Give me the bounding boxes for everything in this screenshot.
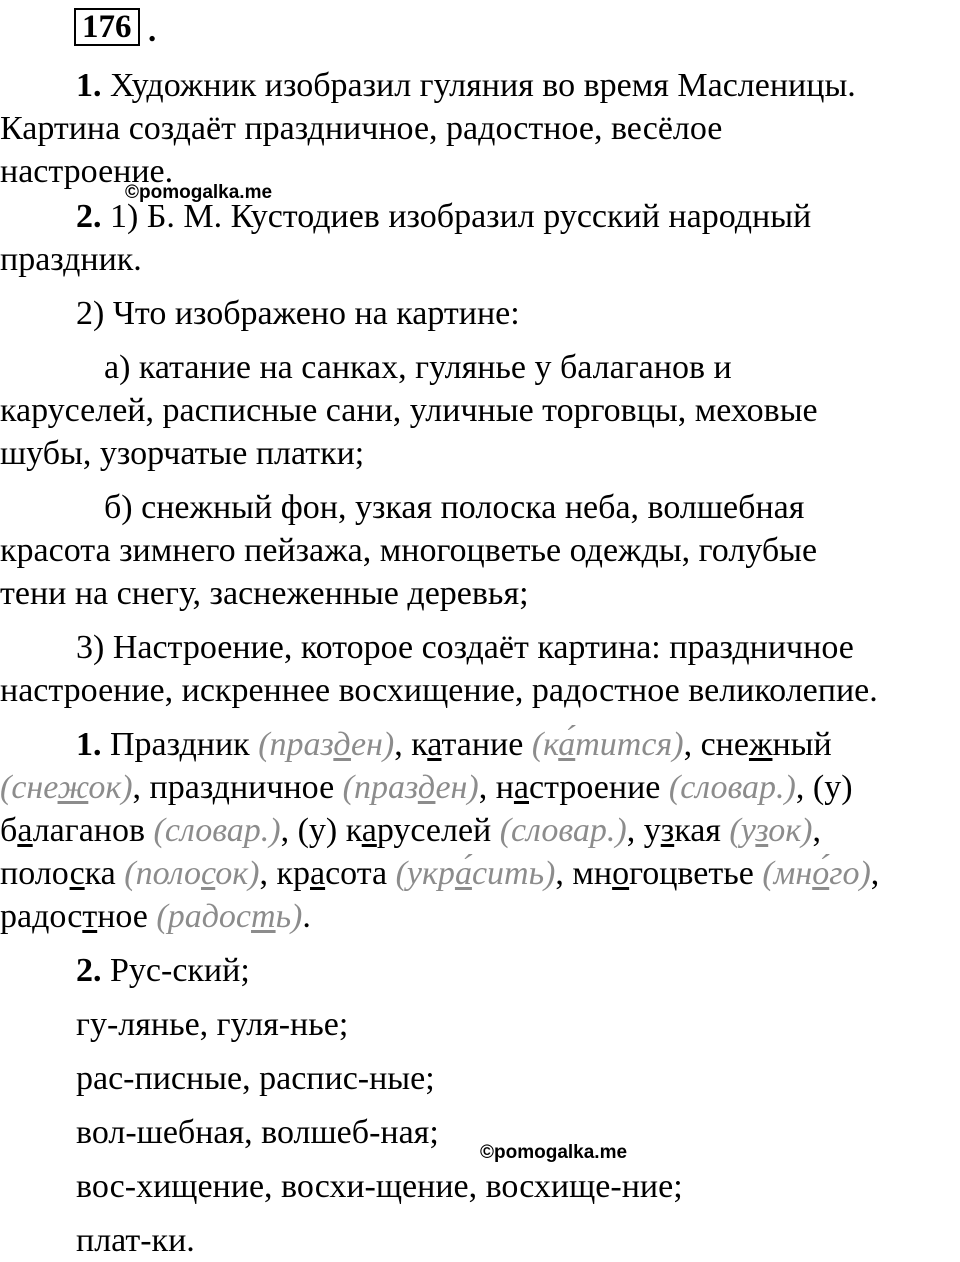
spelling-letter: т (82, 898, 98, 935)
word-part: руселей (376, 812, 500, 849)
spelling-line-1 (76, 723, 832, 766)
task2-b-line-3: тени на снегу, заснеженные деревья; (0, 575, 529, 612)
separator: , (555, 855, 573, 892)
spelling-word (411, 726, 532, 763)
task2-text-1: 1) Б. М. Кустодиев изобразил русский народный (110, 198, 812, 235)
task1-text-1: Художник изобразил гуляния во время Масленицы. (110, 67, 856, 104)
spelling-letter: о (612, 855, 630, 892)
hyphenation-number: 2. (76, 952, 102, 989)
hint-part: (сне (0, 769, 58, 806)
word-part: ный (772, 726, 832, 763)
spelling-letter: з (660, 812, 675, 849)
hint-letter: о́ (812, 855, 830, 892)
word-part: мн (572, 855, 613, 892)
spelling-word (346, 812, 500, 849)
spelling-words-1 (110, 726, 832, 763)
word-part: гоцветье (629, 855, 763, 892)
hyphenation-line-5: вос-хищение, восхи-щение, восхище-ние; (76, 1168, 683, 1205)
check-word (669, 769, 796, 806)
check-word (0, 769, 133, 806)
task2-line-2: праздник. (0, 241, 142, 278)
task2-a-line-1: а) катание на санках, гулянье у балаганов и (104, 349, 732, 386)
spelling-line-4 (0, 852, 879, 895)
spelling-letter: а (310, 855, 326, 892)
spelling-letter: д (179, 726, 197, 763)
word-part: ничное (229, 769, 343, 806)
word-part: радос (0, 898, 83, 935)
hyphenation-line-6: плат-ки. (76, 1222, 195, 1259)
spelling-word (0, 855, 124, 892)
word-part: сота (325, 855, 396, 892)
hint-letter: з (755, 812, 769, 849)
word-part: у (643, 812, 661, 849)
hint-part: ок) (215, 855, 260, 892)
separator: , (683, 726, 701, 763)
word-part: тание (441, 726, 532, 763)
hint-part: (укр (395, 855, 455, 892)
separator: , (259, 855, 277, 892)
task2-number: 2. (76, 198, 102, 235)
check-word (532, 726, 684, 763)
task2-a-line-2: каруселей, расписные сани, уличные торговцы, меховые (0, 392, 818, 429)
separator: , (394, 726, 412, 763)
spelling-letter: а (17, 812, 33, 849)
hint-part: го) (829, 855, 871, 892)
hyphenation-line-3: рас-писные, распис-ные; (76, 1060, 435, 1097)
separator: , (870, 855, 880, 892)
word-part: ка (84, 855, 125, 892)
check-word (500, 812, 627, 849)
check-word (396, 855, 556, 892)
spelling-letter: а (513, 769, 530, 806)
hint-part: тится) (575, 726, 684, 763)
separator: , (у) (280, 812, 346, 849)
hint-letter: д (417, 769, 436, 806)
spelling-letter: ж (748, 726, 773, 763)
hint-part: (у (729, 812, 756, 849)
check-word (762, 855, 870, 892)
task2-b-line-1: б) снежный фон, узкая полоска неба, волшебная (104, 489, 805, 526)
exercise-number: 176 (74, 8, 140, 46)
watermark: ©pomogalka.me (125, 182, 273, 203)
hint-letter: ж (57, 769, 89, 806)
spelling-word (276, 855, 395, 892)
task1-line-3: настроение. (0, 153, 174, 190)
word-part: б (0, 812, 18, 849)
hyphenation-line-2: гу-лянье, гуля-нье; (76, 1006, 349, 1043)
hint-part: сить) (471, 855, 556, 892)
hint-letter: д (333, 726, 351, 763)
spelling-line-2 (0, 766, 853, 809)
spelling-number: 1. (76, 726, 102, 763)
word-part: Праз (110, 726, 180, 763)
word-part: поло (0, 855, 70, 892)
task2-point-3-line-1: 3) Настроение, которое создаёт картина: праздничное (76, 629, 854, 666)
spelling-word (150, 769, 343, 806)
check-word (156, 898, 302, 935)
word-part: н (495, 769, 514, 806)
hint-letter: а́ (558, 726, 576, 763)
task2-point-3-line-2: настроение, искреннее восхищение, радостное великолепие. (0, 672, 878, 709)
hint-part: (словар.) (153, 812, 281, 849)
spelling-letter: а (427, 726, 442, 763)
spelling-word (0, 898, 156, 935)
hint-part: (к (531, 726, 559, 763)
separator: , (812, 812, 821, 849)
hyphenation-text-1: Рус-ский; (110, 952, 250, 989)
word-part: лаганов (32, 812, 154, 849)
task1-line-1 (76, 64, 856, 107)
separator: , (478, 769, 496, 806)
spelling-letter: с (69, 855, 85, 892)
hint-part: ен) (350, 726, 395, 763)
hint-part: ок) (88, 769, 133, 806)
check-word (154, 812, 281, 849)
spelling-word (644, 812, 730, 849)
spelling-word (701, 726, 832, 763)
task2-line-1 (76, 195, 811, 238)
hint-letter: а́ (454, 855, 472, 892)
spelling-line-3 (0, 809, 821, 852)
hint-part: (праз (258, 726, 334, 763)
hint-part: ен) (435, 769, 479, 806)
spelling-letter: д (212, 769, 230, 806)
spelling-line-5 (0, 895, 311, 938)
check-word (729, 812, 812, 849)
task2-a-line-3: шубы, узорчатые платки; (0, 435, 365, 472)
word-part: сне (700, 726, 749, 763)
hint-part: (праз (342, 769, 418, 806)
spelling-word (110, 726, 258, 763)
separator: . (302, 898, 311, 935)
hint-part: (словар.) (499, 812, 627, 849)
hint-part: (мн (762, 855, 813, 892)
spelling-letter: а (361, 812, 377, 849)
hint-part: ок) (768, 812, 813, 849)
task2-b-line-2: красота зимнего пейзажа, многоцветье одежды, голубые (0, 532, 818, 569)
hint-part: (поло (124, 855, 201, 892)
spelling-word (572, 855, 762, 892)
separator: , (132, 769, 150, 806)
word-part: строение (529, 769, 669, 806)
separator: , (626, 812, 644, 849)
hint-part: ь) (275, 898, 303, 935)
word-part: ник (196, 726, 259, 763)
watermark-2: ©pomogalka.me (480, 1142, 628, 1163)
spelling-word (496, 769, 669, 806)
hint-letter: т (251, 898, 276, 935)
hyphenation-line-4: вол-шебная, волшеб-ная; (76, 1114, 439, 1151)
check-word (343, 769, 479, 806)
task1-number: 1. (76, 67, 102, 104)
hint-letter: с (200, 855, 216, 892)
hyphenation-line-1 (76, 949, 250, 992)
word-part: кая (674, 812, 730, 849)
hint-part: (словар.) (668, 769, 796, 806)
exercise-number-dot: . (148, 13, 157, 49)
word-part: праз (149, 769, 213, 806)
word-part: к (411, 726, 428, 763)
word-part: кр (276, 855, 310, 892)
check-word (258, 726, 394, 763)
spelling-word (0, 812, 154, 849)
separator: , (у) (795, 769, 853, 806)
task2-point-2: 2) Что изображено на картине: (76, 295, 520, 332)
task1-line-2: Картина создаёт праздничное, радостное, весёлое (0, 110, 723, 147)
hint-part: (радос (156, 898, 252, 935)
word-part: к (345, 812, 362, 849)
word-part: ное (97, 898, 157, 935)
check-word (124, 855, 259, 892)
